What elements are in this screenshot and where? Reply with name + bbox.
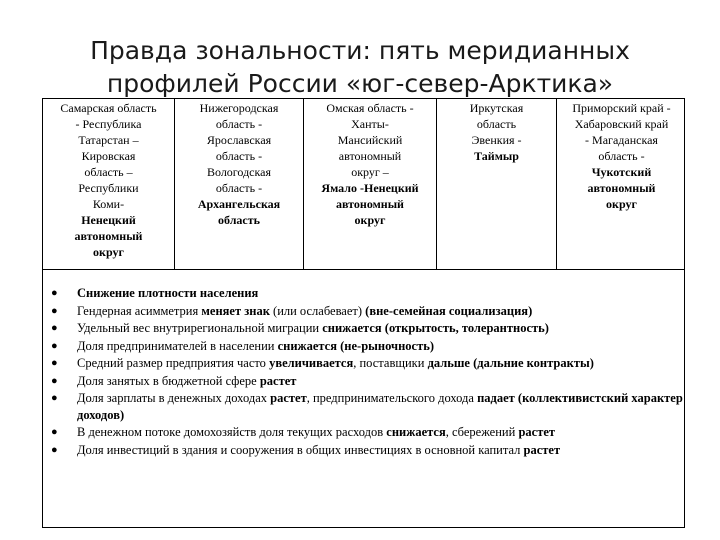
list-item-text: Доля зарплаты в денежных доходах	[77, 391, 271, 405]
profile-line: Самарская область	[60, 101, 157, 115]
profile-column-2	[174, 99, 303, 269]
profile-line: Ненецкий	[81, 213, 136, 227]
bullet-icon: ●	[51, 426, 58, 438]
profile-line: Ярославская	[206, 133, 272, 147]
profile-line: Кировская	[81, 149, 136, 163]
profile-line: округ	[606, 197, 637, 211]
profile-line: Вологодская	[206, 165, 272, 179]
profile-line: - Республика	[75, 117, 142, 131]
list-item-text: снижается (не-рыночность)	[277, 338, 434, 353]
list-item	[43, 285, 684, 302]
profile-line: область	[218, 213, 260, 227]
profile-line: область	[476, 117, 517, 131]
profile-column-4	[436, 99, 556, 269]
list-item	[43, 303, 684, 320]
profile-line: Чукотский	[591, 165, 652, 179]
list-item-text: Гендерная асимметрия	[77, 303, 202, 318]
list-item	[43, 355, 684, 372]
profile-line: Иркутская	[469, 101, 524, 115]
profile-line: область -	[598, 149, 645, 163]
list-item-text: растет	[259, 373, 297, 388]
list-item-text: В денежном потоке домохозяйств доля текущих расходов	[77, 425, 387, 439]
profile-line: Таймыр	[474, 149, 519, 163]
list-item-text: , предпринимательского дохода	[306, 391, 478, 405]
list-item-text: Доля занятых в бюджетной сфере	[77, 373, 260, 388]
bullet-icon: ●	[51, 339, 58, 352]
list-item-text: Доля предпринимателей в населении	[77, 338, 278, 353]
profile-column-3	[303, 99, 436, 269]
title-line-2: профилей России «юг-север-Арктика»	[106, 69, 614, 98]
profile-line: автономный	[74, 229, 143, 243]
list-item	[43, 390, 684, 423]
profile-line: Архангельская	[197, 197, 281, 211]
list-item-text: меняет знак	[201, 303, 270, 318]
list-item	[43, 338, 684, 355]
profile-line: Ямало -Ненецкий	[321, 181, 419, 195]
profile-line: Хабаровский край	[574, 117, 669, 131]
list-item-text: Доля инвестиций в здания и сооружения в общих инвестициях в основной капитал	[77, 442, 524, 457]
profile-line: Коми-	[92, 197, 125, 211]
profile-column-1	[43, 99, 174, 269]
profile-line: область -	[215, 149, 263, 163]
profile-column-5	[556, 99, 686, 269]
list-item	[43, 424, 684, 441]
profile-line: Омская область -	[326, 101, 414, 115]
profile-line: округ	[93, 245, 124, 259]
bullet-icon: ●	[51, 287, 58, 299]
list-item-text: Средний размер предприятия часто	[77, 356, 270, 370]
list-item-text: падает (коллективистский характер доходов)	[77, 391, 683, 422]
list-item-text: Удельный вес внутрирегиональной миграции	[77, 321, 323, 335]
list-item-text: снижается	[386, 425, 446, 439]
profile-line: автономный	[587, 181, 656, 195]
bullet-icon: ●	[51, 374, 58, 387]
profile-line: - Магаданская	[585, 133, 658, 147]
list-item	[43, 320, 684, 337]
list-item-text: (или ослабевает)	[269, 303, 366, 318]
bullet-icon: ●	[51, 443, 58, 456]
profile-line: область -	[215, 117, 263, 131]
bullet-icon: ●	[51, 392, 58, 404]
bullet-icon: ●	[51, 357, 58, 369]
list-item-text: Снижение плотности населения	[77, 286, 259, 300]
profile-line: область -	[215, 181, 263, 195]
regularities-list	[43, 285, 684, 459]
profile-line: Нижегородская	[199, 101, 279, 115]
content-frame	[42, 98, 685, 528]
list-item-text: растет	[523, 442, 561, 457]
list-item-text: (вне-семейная социализация)	[365, 303, 533, 318]
profile-line: Татарстан –	[78, 133, 139, 147]
list-item-text: снижается (открытость, толерантность)	[322, 321, 549, 335]
slide-title	[40, 34, 680, 100]
profile-line: Приморский край -	[572, 101, 671, 115]
list-item-text: , сбережений	[445, 425, 519, 439]
list-item-text: , поставщики	[353, 356, 428, 370]
profile-line: автономный	[338, 149, 402, 163]
profile-line: Эвенкия -	[471, 133, 522, 147]
list-item	[43, 373, 684, 390]
profile-line: автономный	[336, 197, 404, 211]
profile-line: область –	[84, 165, 133, 179]
profiles-row	[43, 99, 684, 270]
profile-line: Ханты-	[351, 117, 389, 131]
bullet-icon: ●	[51, 304, 58, 317]
profile-line: округ	[354, 213, 386, 227]
list-item	[43, 442, 684, 459]
list-item-text: увеличивается	[269, 356, 354, 370]
profile-line: Мансийский	[337, 133, 403, 147]
title-line-1: Правда зональности: пять меридианных	[90, 36, 630, 65]
list-item-text: растет	[518, 425, 556, 439]
bullet-icon: ●	[51, 322, 58, 334]
profile-line: Республики	[78, 181, 139, 195]
profile-line: округ –	[351, 165, 389, 179]
list-item-text: растет	[270, 391, 307, 405]
list-item-text: дальше (дальние контракты)	[427, 356, 594, 370]
